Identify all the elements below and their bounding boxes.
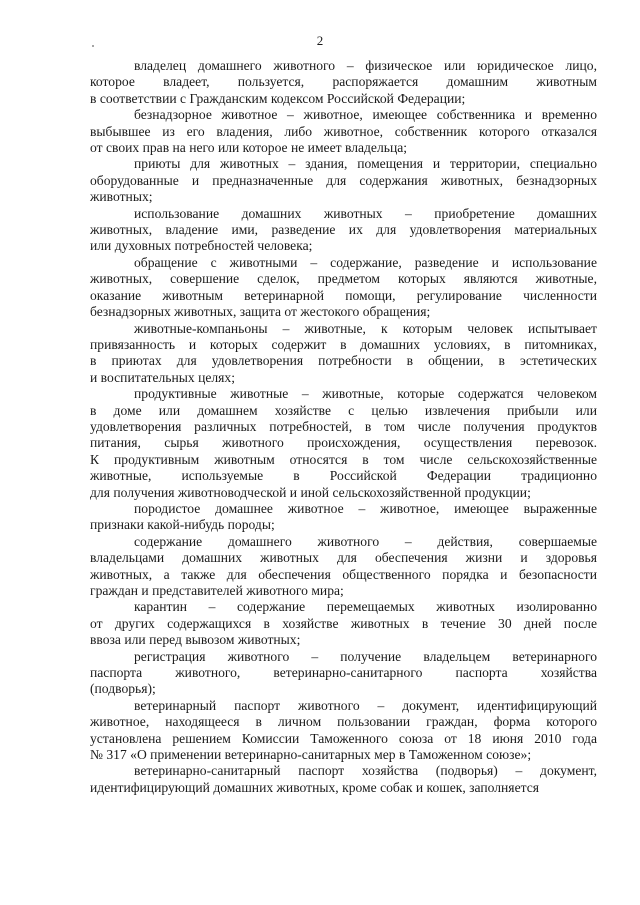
text-line: для получения животноводческой и иной сельскохозяйственной продукции; [90, 484, 531, 500]
text-line: приюты для животных – здания, помещения и территории, специально [134, 156, 597, 172]
text-line: выбывшее из его владения, либо животное, собственник которого отказался [90, 123, 597, 139]
text-line: животных; [90, 189, 153, 205]
text-line: признаки какой-нибудь породы; [90, 517, 275, 533]
text-line: ветеринарно-санитарный паспорт хозяйства (подворья) – документ, [134, 763, 597, 779]
text-line: питания, сырья животного происхождения, осуществления перевозок. [90, 435, 597, 451]
text-line: К продуктивным животным относятся в том числе сельскохозяйственные [90, 451, 597, 467]
text-line: ветеринарный паспорт животного – документ, идентифицирующий [134, 697, 597, 713]
text-line: породистое домашнее животное – животное, имеющее выраженные [134, 500, 597, 516]
text-line: в доме или домашнем хозяйстве с целью извлечения прибыли или [90, 402, 597, 418]
definition-paragraph [90, 698, 597, 764]
text-line: владельцами домашних животных для обеспечения жизни и здоровья [90, 550, 597, 566]
text-line: паспорта животного, ветеринарно-санитарного паспорта хозяйства [90, 665, 597, 681]
text-line: которое владеет, пользуется, распоряжается домашним животным [90, 74, 597, 90]
text-line: животное, находящееся в личном пользовании граждан, форма которого [90, 714, 597, 730]
text-line: животных, а также для обеспечения общественного порядка и безопасности [90, 566, 597, 582]
text-line: оказание животным ветеринарной помощи, регулирование численности [90, 287, 597, 303]
document-body [90, 58, 597, 796]
text-line: удовлетворения различных потребностей, в том числе получения продуктов [90, 418, 597, 434]
text-line: от других содержащихся в хозяйстве животных в течение 30 дней после [90, 615, 597, 631]
text-line: оборудованные и предназначенные для содержания животных, безнадзорных [90, 172, 597, 188]
text-line: ввоза или перед вывозом животных; [90, 632, 301, 648]
text-line: животные-компаньоны – животные, к которым человек испытывает [134, 320, 597, 336]
definition-paragraph [90, 501, 597, 534]
text-line: владелец домашнего животного – физическое или юридическое лицо, [134, 58, 597, 73]
page-number: 2 [316, 33, 324, 48]
definition-paragraph [90, 321, 597, 387]
text-line: граждан и представителей животного мира; [90, 583, 344, 598]
definition-paragraph [90, 534, 597, 600]
text-line: животные, используемые в Российской Федерации традиционно [90, 468, 597, 484]
text-line: безнадзорных животных, защита от жестокого обращения; [90, 304, 431, 320]
text-line: идентифицирующий домашних животных, кроме собак и кошек, заполняется [90, 779, 539, 795]
text-line: обращение с животными – содержание, разведение и использование [134, 254, 597, 270]
definition-paragraph [90, 206, 597, 255]
text-line: в соответствии с Гражданским кодексом Российской Федерации; [90, 90, 466, 106]
definition-paragraph [90, 255, 597, 321]
definition-paragraph [90, 58, 597, 107]
text-line: карантин – содержание перемещаемых животных изолированно [134, 599, 597, 615]
definition-paragraph [90, 386, 597, 501]
text-line: безнадзорное животное – животное, имеющее собственника и временно [134, 107, 597, 123]
text-line: животных, совершение сделок, предметом которых являются животные, [90, 271, 597, 287]
text-line: или духовных потребностей человека; [90, 238, 313, 254]
text-line: содержание домашнего животного – действия, совершаемые [134, 533, 597, 549]
text-line: животных, владение ими, разведение их для удовлетворения материальных [90, 222, 597, 238]
text-line: привязанность и которых содержит в домашних условиях, в питомниках, [90, 336, 597, 352]
definition-paragraph [90, 107, 597, 156]
definition-paragraph [90, 649, 597, 698]
text-line: установлена решением Комиссии Таможенного союза от 18 июня 2010 года [90, 730, 597, 746]
text-line: регистрация животного – получение владельцем ветеринарного [134, 648, 597, 664]
text-line: и воспитательных целях; [90, 369, 235, 385]
definition-paragraph [90, 599, 597, 648]
text-line: в приютах для удовлетворения потребности в общении, в эстетических [90, 353, 597, 369]
text-line: продуктивные животные – животные, которые содержатся человеком [134, 386, 597, 402]
text-line: (подворья); [90, 681, 156, 697]
definition-paragraph [90, 156, 597, 205]
text-line: № 317 «О применении ветеринарно-санитарных мер в Таможенном союзе»; [90, 747, 532, 763]
text-line: использование домашних животных – приобретение домашних [134, 205, 597, 221]
definition-paragraph [90, 763, 597, 796]
text-line: от своих прав на него или которое не имеет владельца; [90, 140, 408, 156]
